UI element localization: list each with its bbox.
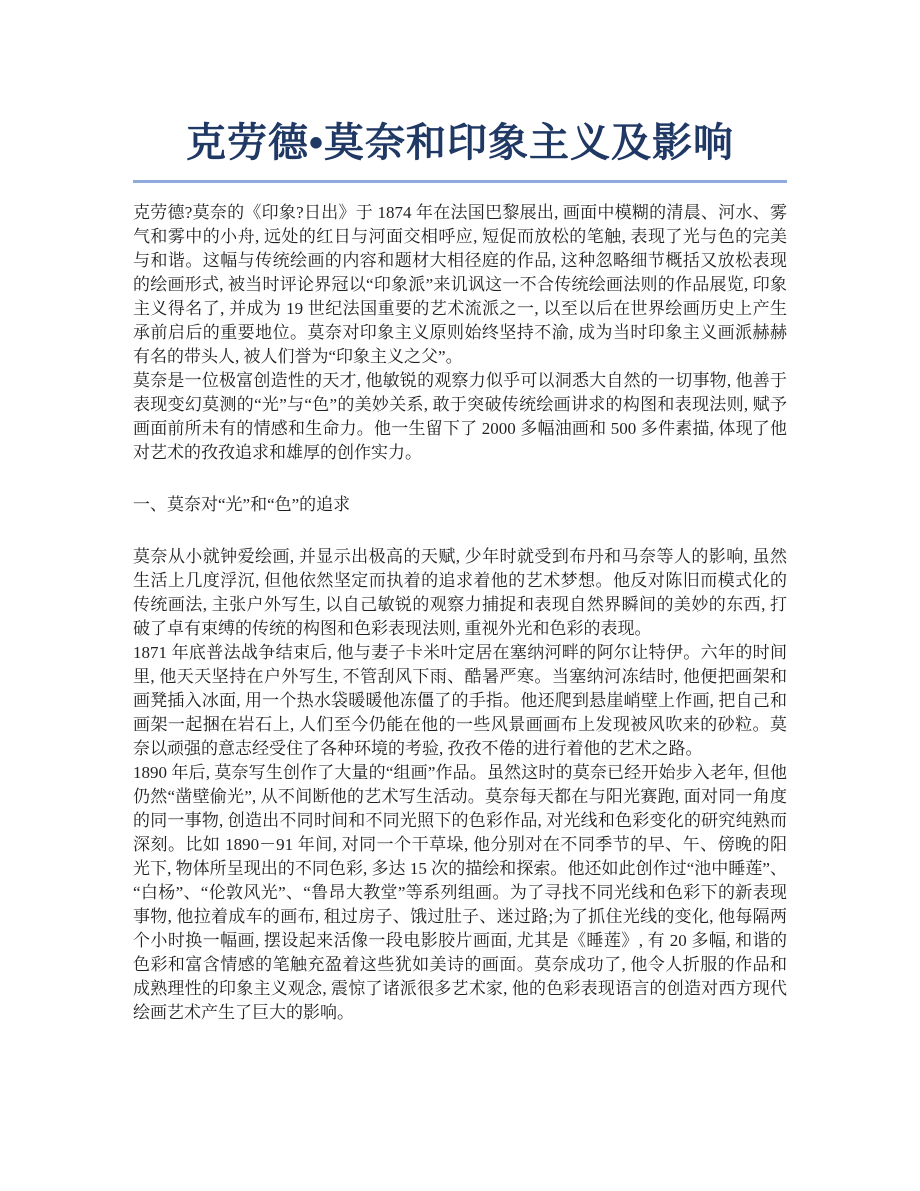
section-heading-light-and-color: 一、莫奈对“光”和“色”的追求	[133, 495, 351, 515]
title-divider	[133, 180, 787, 183]
paragraph-argenteuil-plein-air: 1871 年底普法战争结束后, 他与妻子卡米叶定居在塞纳河畔的阿尔让特伊。六年的时间里, 他天天坚持在户外写生, 不管刮风下雨、酷暑严寒。当塞纳河冻结时, 他便把画架和画凳插入冰面, 用一个热水袋暖暖他冻僵了的手指。他还爬到悬崖峭壁上作画, 把自己和画架一起捆在岩石上, 人们至今仍能在他的一些风景画画布上发现被风吹来的砂粒。莫奈以顽强的意志经受住了各种环境的考验, 孜孜不倦的进行着他的艺术之路。	[133, 643, 787, 759]
paragraph-early-years: 莫奈从小就钟爱绘画, 并显示出极高的天赋, 少年时就受到布丹和马奈等人的影响, 虽然生活上几度浮沉, 但他依然坚定而执着的追求着他的艺术梦想。他反对陈旧而模式化的传统画法, 主张户外写生, 以自己敏锐的观察力捕捉和表现自然界瞬间的美妙的东西, 打破了卓有束缚的传统的构图和色彩表现法则, 重视外光和色彩的表现。	[133, 547, 787, 639]
document-body	[133, 201, 787, 1025]
paragraph-series-works: 1890 年后, 莫奈写生创作了大量的“组画”作品。虽然这时的莫奈已经开始步入老年, 但他仍然“凿壁偷光”, 从不间断他的艺术写生活动。莫奈每天都在与阳光赛跑, 面对同一角度的同一事物, 创造出不同时间和不同光照下的色彩作品, 对光线和色彩变化的研究纯熟而深刻。比如 1890－91 年间, 对同一个干草垛, 他分别对在不同季节的早、午、傍晚的阳光下, 物体所呈现出的不同色彩, 多达 15 次的描绘和探索。他还如此创作过“池中睡莲”、“白杨”、“伦敦风光”、“鲁昂大教堂”等系列组画。为了寻找不同光线和色彩下的新表现事物, 他拉着成车的画布, 租过房子、饿过肚子、迷过路;为了抓住光线的变化, 他每隔两个小时换一幅画, 摆设起来活像一段电影胶片画面, 尤其是《睡莲》, 有 20 多幅, 和谐的色彩和富含情感的笔触充盈着这些犹如美诗的画面。莫奈成功了, 他令人折服的作品和成熟理性的印象主义观念, 震惊了诸派很多艺术家, 他的色彩表现语言的创造对西方现代绘画艺术产生了巨大的影响。	[133, 763, 787, 1023]
paragraph-monet-genius: 莫奈是一位极富创造性的天才, 他敏锐的观察力似乎可以洞悉大自然的一切事物, 他善于表现变幻莫测的“光”与“色”的美妙关系, 敢于突破传统绘画讲求的构图和表现法则, 赋予画面前所未有的情感和生命力。他一生留下了 2000 多幅油画和 500 多件素描, 体现了他对艺术的孜孜追求和雄厚的创作实力。	[133, 371, 787, 463]
paragraph-impression-sunrise: 克劳德?莫奈的《印象?日出》于 1874 年在法国巴黎展出, 画面中模糊的清晨、河水、雾气和雾中的小舟, 远处的红日与河面交相呼应, 短促而放松的笔触, 表现了光与色的完美与和谐。这幅与传统绘画的内容和题材大相径庭的作品, 这种忽略细节概括又放松表现的绘画形式, 被当时评论界冠以“印象派”来讥讽这一不合传统绘画法则的作品展览, 印象主义得名了, 并成为 19 世纪法国重要的艺术流派之一, 以至以后在世界绘画历史上产生承前启后的重要地位。莫奈对印象主义原则始终坚持不渝, 成为当时印象主义画派赫赫有名的带头人, 被人们誉为“印象主义之父”。	[133, 203, 787, 367]
page-title: 克劳德•莫奈和印象主义及影响	[185, 121, 734, 165]
